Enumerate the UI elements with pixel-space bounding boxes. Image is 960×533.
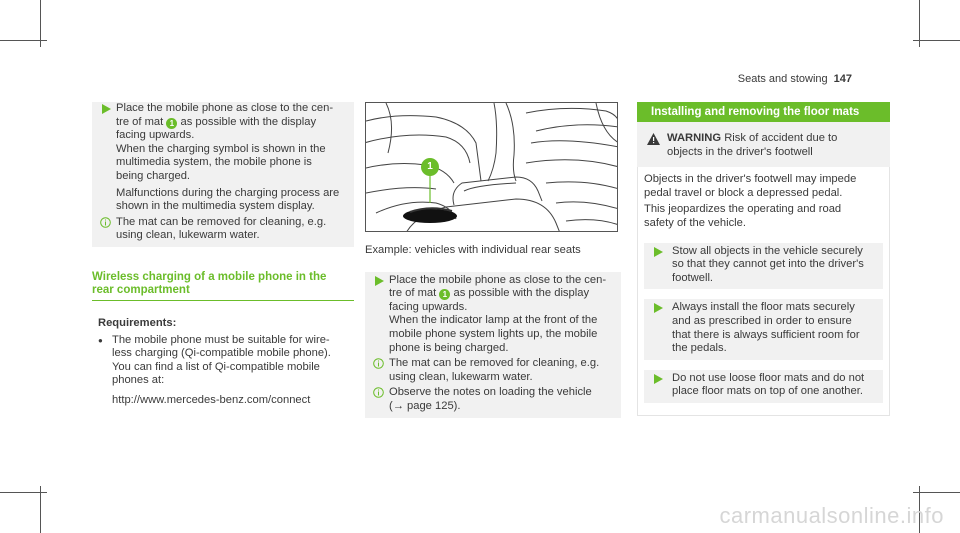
warning-body-line: Objects in the driver's footwell may impede bbox=[644, 173, 857, 186]
step-line: Place the mobile phone as close to the cen- bbox=[389, 273, 607, 286]
bullet-icon: ● bbox=[98, 335, 103, 345]
step-line: multimedia system, the mobile phone is bbox=[116, 156, 312, 169]
warning-body-line: This jeopardizes the operating and road bbox=[644, 203, 842, 216]
step-line: so that they cannot get into the driver's bbox=[672, 258, 864, 271]
step-line: facing upwards. bbox=[116, 129, 195, 142]
crop-mark bbox=[40, 486, 41, 533]
step-line: mobile phone system lights up, the mobile bbox=[389, 327, 598, 340]
warning-body-line: safety of the vehicle. bbox=[644, 216, 746, 229]
arrow-icon bbox=[644, 372, 672, 384]
instruction-step bbox=[644, 243, 883, 290]
instruction-step bbox=[644, 370, 883, 403]
number-badge: 1 bbox=[166, 118, 177, 129]
number-badge: 1 bbox=[439, 289, 450, 300]
crop-mark bbox=[0, 492, 47, 493]
page-header bbox=[738, 73, 852, 87]
arrow-icon bbox=[644, 301, 672, 313]
page-reference[interactable]: (→ page 125). bbox=[389, 399, 461, 412]
requirements-title: Requirements: bbox=[98, 316, 177, 329]
info-icon bbox=[98, 216, 116, 233]
info-line: using clean, lukewarm water. bbox=[116, 229, 260, 242]
instruction-step bbox=[92, 102, 354, 247]
step-line: When the indicator lamp at the front of the bbox=[389, 314, 598, 327]
arrow-icon bbox=[98, 102, 116, 114]
step-line: footwell. bbox=[672, 271, 714, 284]
warning-body-line: pedal travel or block a depressed pedal. bbox=[644, 186, 843, 199]
figure-rear-charging bbox=[365, 102, 618, 232]
info-note bbox=[371, 386, 615, 413]
step-line: tre of mat 1 as possible with the display bbox=[389, 287, 590, 300]
warning-line: WARNING Risk of accident due to bbox=[667, 132, 838, 144]
step-line: that there is always sufficient room for bbox=[672, 328, 860, 341]
warning-panel bbox=[637, 122, 890, 167]
column-3 bbox=[637, 102, 890, 416]
instruction-step bbox=[365, 272, 621, 418]
requirement-line: less charging (Qi-compatible mobile phone). bbox=[112, 347, 331, 360]
instruction-step bbox=[644, 299, 883, 359]
info-line: The mat can be removed for cleaning, e.g. bbox=[389, 357, 600, 370]
step-line: Malfunctions during the charging process are bbox=[116, 186, 340, 199]
step-line: place floor mats on top of one another. bbox=[672, 385, 863, 398]
column-2 bbox=[365, 102, 621, 418]
info-icon bbox=[371, 357, 389, 374]
step-line: and as prescribed in order to ensure bbox=[672, 314, 852, 327]
step-line: Always install the floor mats securely bbox=[672, 301, 855, 314]
warning-line: objects in the driver's footwell bbox=[667, 145, 813, 158]
requirement-line: You can find a list of Qi-compatible mobile bbox=[112, 360, 320, 373]
watermark: carmanualsonline.info bbox=[719, 503, 944, 528]
step-line: phone is being charged. bbox=[389, 341, 509, 354]
url-link[interactable]: http://www.mercedes-benz.com/connect bbox=[112, 393, 311, 406]
step-line: shown in the multimedia system display. bbox=[116, 200, 315, 213]
column-1 bbox=[92, 102, 354, 408]
page-number: 147 bbox=[833, 73, 852, 85]
crop-mark bbox=[0, 40, 47, 41]
crop-mark bbox=[913, 492, 960, 493]
crop-mark bbox=[913, 40, 960, 41]
requirement-line: The mobile phone must be suitable for wire- bbox=[112, 333, 330, 346]
info-line: Observe the notes on loading the vehicle bbox=[389, 386, 592, 399]
step-line: Place the mobile phone as close to the cen- bbox=[116, 102, 334, 114]
step-line: being charged. bbox=[116, 169, 191, 182]
step-line: When the charging symbol is shown in the bbox=[116, 142, 326, 155]
step-line: tre of mat 1 as possible with the display bbox=[116, 115, 317, 128]
requirements bbox=[92, 317, 354, 408]
arrow-icon bbox=[371, 274, 389, 286]
step-line: Do not use loose floor mats and do not bbox=[672, 371, 865, 384]
section-title: Seats and stowing bbox=[737, 73, 828, 85]
requirement-line: phones at: bbox=[112, 374, 165, 387]
step-line: the pedals. bbox=[672, 342, 727, 355]
section-heading: Wireless charging of a mobile phone in the rear compartment bbox=[92, 271, 354, 301]
arrow-icon bbox=[644, 245, 672, 257]
info-line: using clean, lukewarm water. bbox=[389, 370, 533, 383]
warning-content bbox=[637, 167, 890, 416]
info-line: The mat can be removed for cleaning, e.g. bbox=[116, 215, 327, 228]
info-note bbox=[98, 216, 348, 243]
rear-seat-illustration bbox=[366, 103, 618, 232]
figure-badge: 1 bbox=[427, 161, 433, 172]
warning-icon bbox=[645, 132, 667, 150]
info-note bbox=[371, 357, 615, 384]
step-line: facing upwards. bbox=[389, 300, 468, 313]
warning-label: WARNING bbox=[667, 132, 722, 144]
step-line: Stow all objects in the vehicle securely bbox=[672, 244, 863, 257]
figure-caption: Example: vehicles with individual rear seats bbox=[365, 244, 581, 256]
info-icon bbox=[371, 386, 389, 403]
panel-title: Installing and removing the floor mats bbox=[637, 102, 890, 122]
